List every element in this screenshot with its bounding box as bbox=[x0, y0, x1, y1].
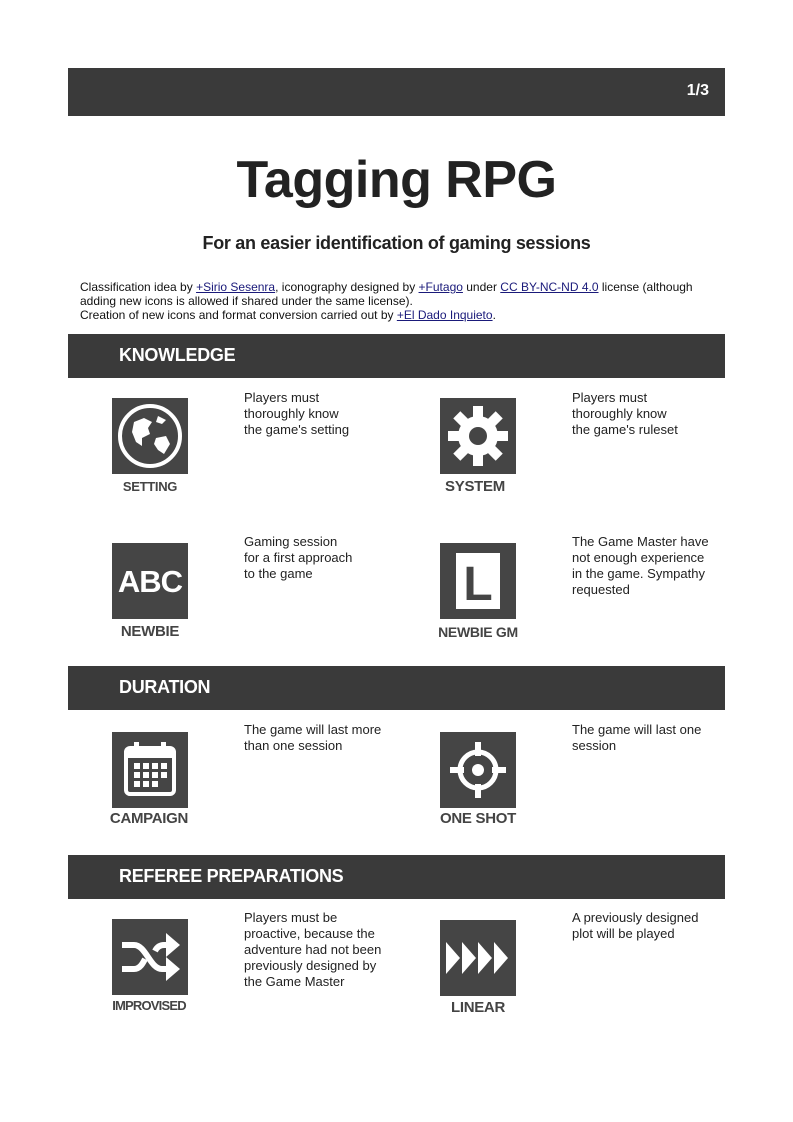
header-bar bbox=[68, 68, 725, 116]
designer-link[interactable]: +Futago bbox=[418, 280, 463, 294]
page-number: 1/3 bbox=[686, 82, 709, 99]
section-title: KNOWLEDGE bbox=[119, 345, 236, 365]
credits-text: license (although adding new icons is allowed if shared under the same license). bbox=[80, 280, 693, 308]
description-line: than one session bbox=[244, 738, 343, 753]
tag-description-one-shot bbox=[572, 722, 722, 754]
description-line: Players must be bbox=[244, 910, 338, 925]
description-line: The game will last one bbox=[572, 722, 702, 737]
description-line: the game's ruleset bbox=[572, 422, 678, 437]
tag-label-system: SYSTEM bbox=[445, 478, 505, 495]
description-line: plot will be played bbox=[572, 926, 675, 941]
fast-forward-icon bbox=[440, 920, 516, 996]
learner-l-text: L bbox=[463, 558, 493, 611]
tag-label-campaign: CAMPAIGN bbox=[109, 810, 189, 827]
tag-description-linear bbox=[572, 910, 722, 942]
credits-text: under bbox=[462, 280, 501, 294]
calendar-icon bbox=[112, 732, 188, 808]
abc-icon-text: ABC bbox=[117, 564, 183, 599]
description-line: Gaming session bbox=[244, 534, 338, 549]
description-line: Players must bbox=[572, 390, 648, 405]
tag-label-newbie-gm: NEWBIE GM bbox=[438, 624, 518, 640]
description-line: not enough experience bbox=[572, 550, 705, 565]
license-link[interactable]: CC BY-NC-ND 4.0 bbox=[500, 280, 599, 294]
tag-description-newbie bbox=[244, 534, 394, 582]
credits-paragraph bbox=[80, 280, 720, 322]
tag-description-system bbox=[572, 390, 722, 438]
tag-description-campaign bbox=[244, 722, 394, 754]
description-line: adventure had not been bbox=[244, 942, 382, 957]
tag-label-newbie: NEWBIE bbox=[120, 623, 180, 640]
description-line: to the game bbox=[244, 566, 313, 581]
tag-description-setting bbox=[244, 390, 394, 438]
credits-text: . bbox=[492, 308, 496, 322]
description-line: the Game Master bbox=[244, 974, 345, 989]
description-line: session bbox=[572, 738, 617, 753]
learner-l-icon bbox=[440, 543, 516, 619]
description-line: A previously designed bbox=[572, 910, 699, 925]
tag-label-setting: SETTING bbox=[122, 479, 178, 494]
tag-label-linear: LINEAR bbox=[450, 999, 506, 1016]
tag-label-improvised: IMPROVISED bbox=[112, 998, 186, 1013]
description-line: for a first approach bbox=[244, 550, 353, 565]
description-line: Players must bbox=[244, 390, 320, 405]
page-title: Tagging RPG bbox=[236, 151, 557, 209]
section-title: REFEREE PREPARATIONS bbox=[119, 866, 344, 886]
section-bar-knowledge bbox=[68, 334, 725, 378]
description-line: in the game. Sympathy bbox=[572, 566, 705, 581]
gear-icon bbox=[440, 398, 516, 474]
description-line: thoroughly know bbox=[572, 406, 667, 421]
globe-icon bbox=[112, 398, 188, 474]
tag-description-improvised bbox=[244, 910, 394, 990]
description-line: proactive, because the bbox=[244, 926, 375, 941]
section-title: DURATION bbox=[119, 677, 211, 697]
crosshair-icon bbox=[440, 732, 516, 808]
abc-icon bbox=[112, 543, 188, 619]
description-line: thoroughly know bbox=[244, 406, 339, 421]
description-line: requested bbox=[572, 582, 630, 597]
tag-description-newbie-gm bbox=[572, 534, 722, 598]
page-subtitle: For an easier identification of gaming sessions bbox=[202, 233, 591, 253]
credits-text: , iconography designed by bbox=[275, 280, 419, 294]
description-line: The game will last more bbox=[244, 722, 382, 737]
section-bar-duration bbox=[68, 666, 725, 710]
description-line: previously designed by bbox=[244, 958, 377, 973]
shuffle-icon bbox=[112, 919, 188, 995]
credits-text: Creation of new icons and format conversion carried out by bbox=[80, 308, 397, 322]
tag-label-one-shot: ONE SHOT bbox=[440, 810, 516, 827]
converter-link[interactable]: +El Dado Inquieto bbox=[396, 308, 493, 322]
author-link[interactable]: +Sirio Sesenra bbox=[196, 280, 276, 294]
section-bar-referee-preparations bbox=[68, 855, 725, 899]
description-line: The Game Master have bbox=[572, 534, 709, 549]
credits-text: Classification idea by bbox=[80, 280, 197, 294]
description-line: the game's setting bbox=[244, 422, 350, 437]
